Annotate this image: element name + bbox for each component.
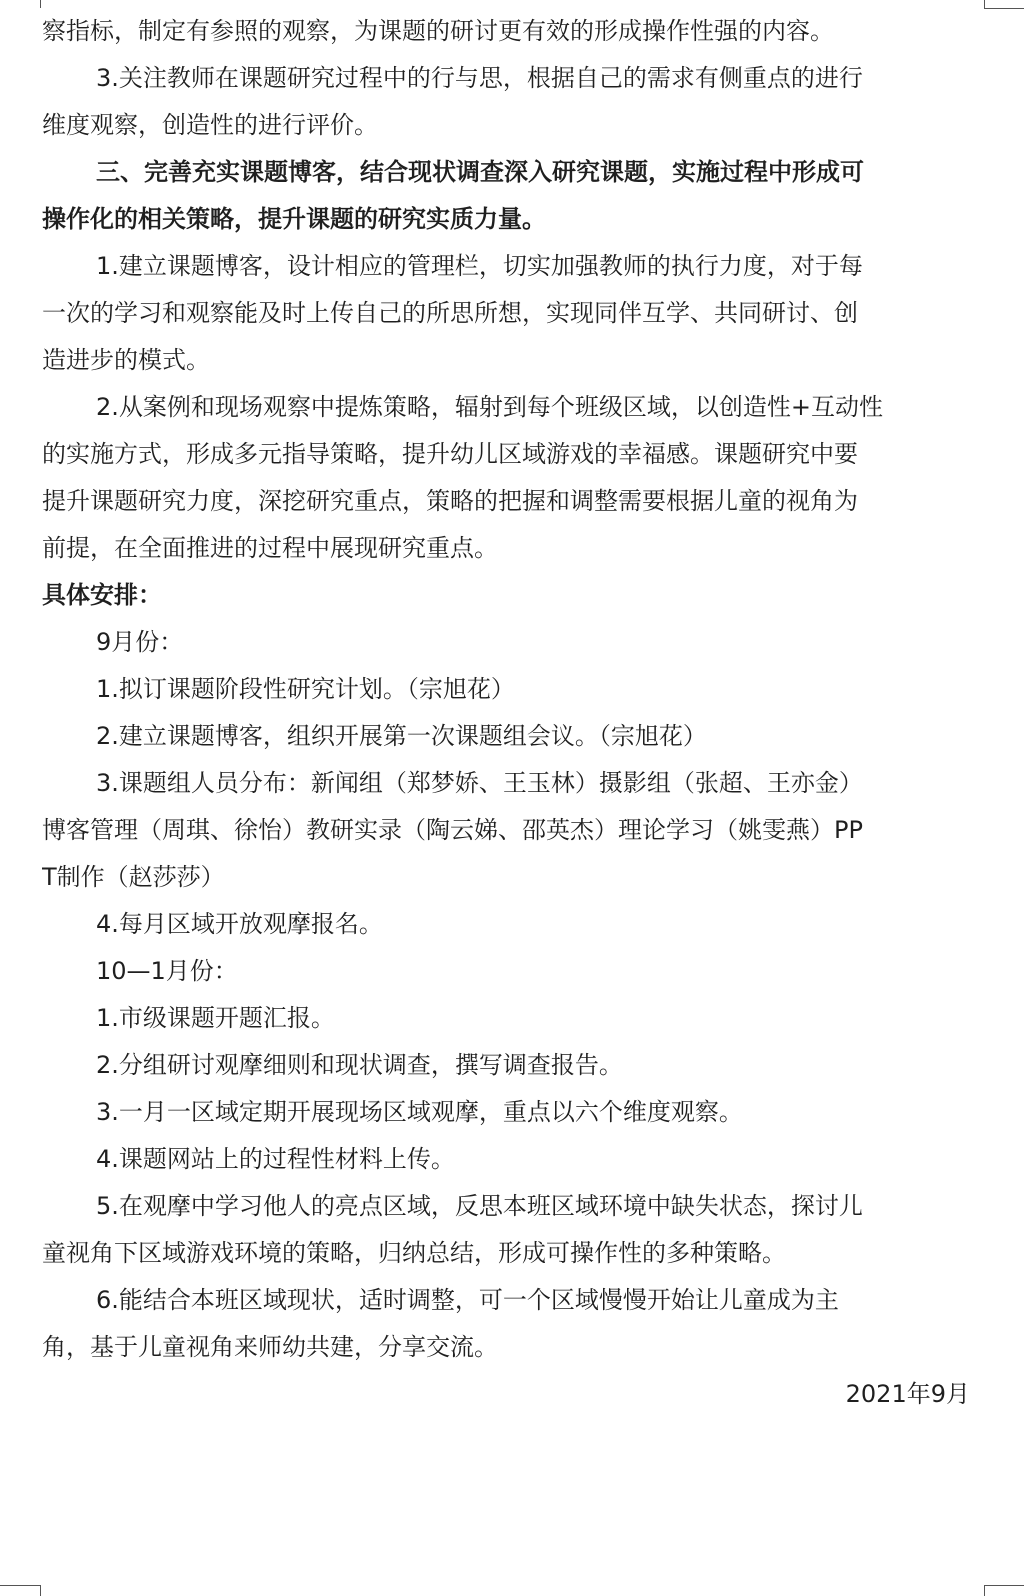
crop-mark-top-left [40, 0, 41, 8]
text-line: 2.分组研讨观摩细则和现状调查，撰写调查报告。 [96, 1051, 623, 1079]
crop-mark-bottom-right-v [984, 1585, 985, 1596]
crop-mark-top-right-h [984, 8, 1024, 9]
document-body [42, 8, 982, 1418]
text-line: 提升课题研究力度，深挖研究重点，策略的把握和调整需要根据儿童的视角为 [42, 487, 858, 515]
crop-mark-bottom-left-v [40, 1585, 41, 1596]
text-line: 察指标，制定有参照的观察，为课题的研讨更有效的形成操作性强的内容。 [42, 17, 834, 45]
text-line: 角，基于儿童视角来师幼共建，分享交流。 [42, 1333, 498, 1361]
month-heading: 10—1月份： [96, 957, 238, 985]
text-line: 2.从案例和现场观察中提炼策略，辐射到每个班级区域，以创造性+互动性 [96, 393, 884, 421]
text-line: 一次的学习和观察能及时上传自己的所思所想，实现同伴互学、共同研讨、创 [42, 299, 858, 327]
text-line: 童视角下区域游戏环境的策略，归纳总结，形成可操作性的多种策略。 [42, 1239, 786, 1267]
crop-mark-bottom-right [984, 1585, 1024, 1586]
text-line: 1.市级课题开题汇报。 [96, 1004, 335, 1032]
text-line: 3.课题组人员分布：新闻组（郑梦娇、王玉林）摄影组（张超、王亦金） [96, 769, 863, 797]
document-date: 2021年9月 [845, 1380, 970, 1408]
section-heading-line: 操作化的相关策略，提升课题的研究实质力量。 [42, 205, 546, 233]
text-line: 6.能结合本班区域现状，适时调整，可一个区域慢慢开始让儿童成为主 [96, 1286, 839, 1314]
text-line: 4.课题网站上的过程性材料上传。 [96, 1145, 455, 1173]
month-heading: 9月份： [96, 628, 184, 656]
text-line: 1.拟订课题阶段性研究计划。（宗旭花） [96, 675, 515, 703]
text-line: 3.关注教师在课题研究过程中的行与思，根据自己的需求有侧重点的进行 [96, 64, 863, 92]
section-heading-line: 三、完善充实课题博客，结合现状调查深入研究课题，实施过程中形成可 [96, 158, 864, 186]
text-line: T制作（赵莎莎） [42, 863, 225, 891]
text-line: 的实施方式，形成多元指导策略，提升幼儿区域游戏的幸福感。课题研究中要 [42, 440, 858, 468]
crop-mark-top-right [984, 0, 985, 8]
crop-mark-bottom-left [0, 1585, 40, 1586]
text-line: 造进步的模式。 [42, 346, 210, 374]
text-line: 2.建立课题博客，组织开展第一次课题组会议。（宗旭花） [96, 722, 707, 750]
text-line: 3.一月一区域定期开展现场区域观摩，重点以六个维度观察。 [96, 1098, 743, 1126]
text-line: 前提，在全面推进的过程中展现研究重点。 [42, 534, 498, 562]
text-line: 5.在观摩中学习他人的亮点区域，反思本班区域环境中缺失状态，探讨儿 [96, 1192, 863, 1220]
schedule-heading: 具体安排： [42, 581, 162, 609]
text-line: 维度观察，创造性的进行评价。 [42, 111, 378, 139]
text-line: 4.每月区域开放观摩报名。 [96, 910, 383, 938]
text-line: 1.建立课题博客，设计相应的管理栏，切实加强教师的执行力度，对于每 [96, 252, 863, 280]
text-line: 博客管理（周琪、徐怡）教研实录（陶云娣、邵英杰）理论学习（姚雯燕）PP [42, 816, 863, 844]
